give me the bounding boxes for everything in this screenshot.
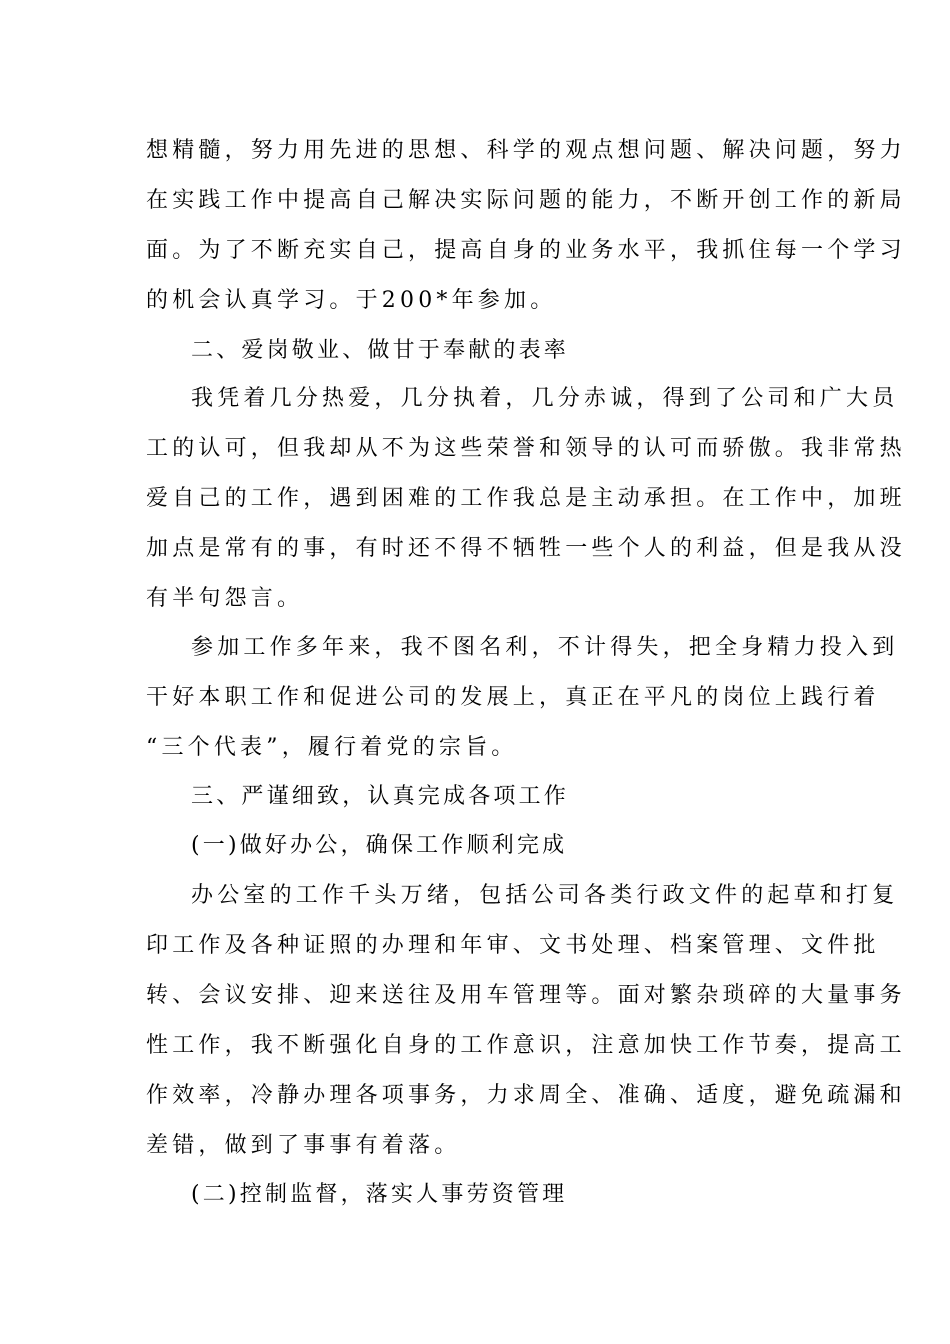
subsection-heading: (一)做好办公，确保工作顺利完成 [191,833,568,858]
paragraph-first-line: 参加工作多年来，我不图名利，不计得失，把全身精力投入到 [191,635,899,660]
paragraph-first-line: 办公室的工作千头万绪，包括公司各类行政文件的起草和打复 [191,883,899,908]
body-line: 在实践工作中提高自己解决实际问题的能力，不断开创工作的新局 [146,188,906,213]
body-line: 性工作，我不断强化自身的工作意识，注意加快工作节奏，提高工 [146,1033,906,1058]
body-line: 干好本职工作和促进公司的发展上，真正在平凡的岗位上践行着 [146,685,880,710]
body-line: 转、会议安排、迎来送往及用车管理等。面对繁杂琐碎的大量事务 [146,983,906,1008]
body-line: 作效率，冷静办理各项事务，力求周全、准确、适度，避免疏漏和 [146,1083,906,1108]
body-line: 面。为了不断充实自己，提高自身的业务水平，我抓住每一个学习 [146,238,906,263]
body-line: 印工作及各种证照的办理和年审、文书处理、档案管理、文件批 [146,933,880,958]
section-heading: 二、爱岗敬业、做甘于奉献的表率 [191,338,570,363]
section-heading: 三、严谨细致，认真完成各项工作 [191,784,570,809]
body-line: 的机会认真学习。于200*年参加。 [146,288,557,313]
body-line: 工的认可，但我却从不为这些荣誉和领导的认可而骄傲。我非常热 [146,436,906,461]
body-line: “三个代表”，履行着党的宗旨。 [146,735,518,760]
paragraph-first-line: 我凭着几分热爱，几分执着，几分赤诚，得到了公司和广大员 [191,386,899,411]
subsection-heading: (二)控制监督，落实人事劳资管理 [191,1182,568,1207]
body-line: 有半句怨言。 [146,586,304,611]
body-line: 差错，做到了事事有着落。 [146,1133,461,1158]
body-line: 爱自己的工作，遇到困难的工作我总是主动承担。在工作中，加班 [146,486,906,511]
body-line: 加点是常有的事，有时还不得不牺牲一些个人的利益，但是我从没 [146,536,906,561]
body-line: 想精髓，努力用先进的思想、科学的观点想问题、解决问题，努力 [146,138,906,163]
